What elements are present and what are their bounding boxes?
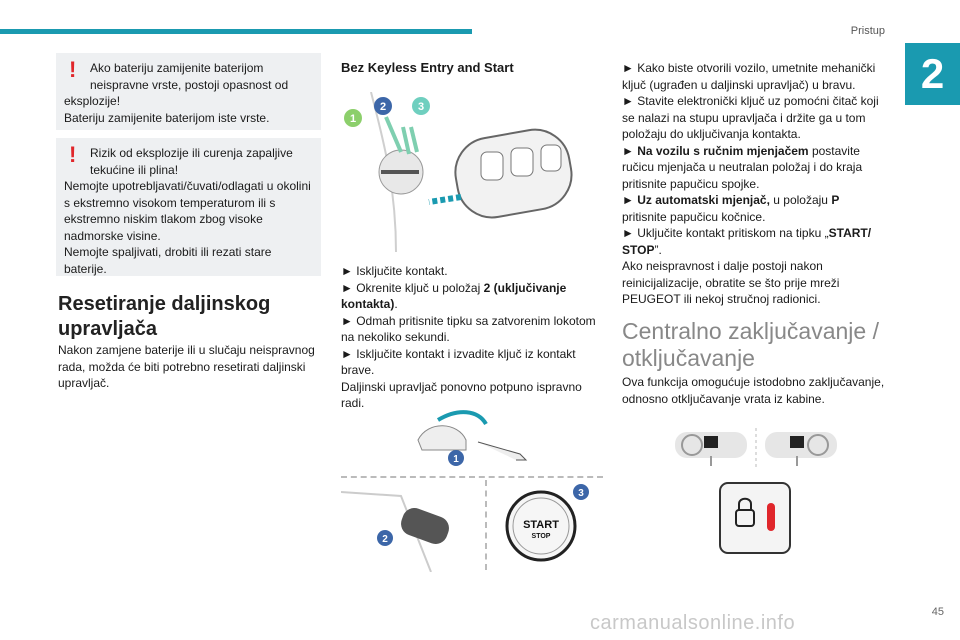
instruction-text: ► Kako biste otvorili vozilo, umetnite mehanički ključ (ugrađen u daljinski upravljač) u bravu. <box>622 61 876 92</box>
turn-arrow <box>411 127 417 152</box>
instruction-bold: START/ STOP <box>622 226 872 257</box>
section-title: Pristup <box>850 25 885 37</box>
instruction-text: ► Stavite elektronički ključ uz pomoćni čitač koji se nalazi na stupu upravljača i držite ga u tom položaju do uključivanja kontakta. <box>622 94 879 141</box>
step-text: ► Isključite kontakt i izvadite ključ iz kontakt brave. <box>341 346 576 377</box>
handle-arrow <box>438 412 486 424</box>
warning-exclamation-icon: ! <box>69 57 77 82</box>
step-label: 1 <box>349 113 357 125</box>
warning-box-explosion <box>56 138 321 276</box>
step-text-bold: 2 (uključivanje kontakta) <box>341 280 567 311</box>
reset-body: Nakon zamjene baterije ili u slučaju neispravnog rada, možda će biti potrebno resetirati daljinski upravljač. <box>58 343 315 390</box>
top-accent-bar <box>0 29 472 34</box>
step-text: ► Odmah pritisnite tipku sa zatvorenim lokotom na nekoliko sekundi. <box>341 313 596 344</box>
keyless-steps <box>341 263 606 412</box>
remote-button-lock <box>481 152 503 180</box>
step-text-part: ► Okrenite ključ u položaj <box>341 280 484 295</box>
central-locking-heading: Centralno zaključavanje / otključavanje <box>622 318 879 371</box>
instruction-text <box>622 225 887 258</box>
turn-arrow <box>386 117 401 152</box>
central-locking-figure <box>670 428 840 558</box>
instruction-part: postavite ručicu mjenjača u neutralan položaj i do kraja pritisnite papučicu spojke. <box>622 143 863 191</box>
keyless-heading: Bez Keyless Entry and Start <box>341 60 514 75</box>
central-locking-body: Ova funkcija omogućuje istodobno zaključavanje, odnosno otključavanje vrata iz kabine. <box>622 375 885 406</box>
remote-button-unlock <box>511 148 533 176</box>
lock-button-right <box>790 436 804 448</box>
stop-label: STOP <box>531 533 551 540</box>
warning-text: eksplozije! <box>64 94 121 108</box>
remote-button-boot <box>541 145 561 171</box>
instruction-part: u položaju <box>769 193 832 207</box>
step-label: 3 <box>417 101 425 113</box>
instruction-part: pritisnite papučicu kočnice. <box>622 209 766 224</box>
reset-heading: Resetiranje daljinskog upravljača <box>58 293 271 340</box>
mechanical-key <box>478 442 526 460</box>
key-on-reader <box>398 505 453 548</box>
step-text <box>341 280 606 313</box>
mechanical-key-figure <box>408 410 538 468</box>
instruction-bold: ► Uz automatski mjenjač, <box>622 193 770 207</box>
page-number: 45 <box>931 606 944 618</box>
warning-box-battery <box>56 53 321 130</box>
step-text-part: . <box>394 297 398 311</box>
step-text: ► Isključite kontakt. <box>341 264 448 278</box>
door-handle <box>418 426 466 450</box>
step-label: 2 <box>382 534 388 545</box>
warning-text: Rizik od eksplozije ili curenja zapaljive tekućine ili plina! <box>90 146 293 177</box>
instruction-part: ”. <box>654 242 662 257</box>
warning-text: Nemojte upotrebljavati/čuvati/odlagati u okolini s ekstremno visokom temperaturom ili s ekstremno niskim tlakom zbog visoke nadmorske visine. <box>64 179 311 243</box>
right-instructions <box>622 60 887 308</box>
step-label: 1 <box>453 454 459 465</box>
lock-button-left <box>704 436 718 448</box>
instruction-text <box>622 143 887 193</box>
key-reader-figure <box>341 482 481 572</box>
warning-text: Ako bateriju zamijenite baterijom neispravne vrste, postoji opasnost od <box>90 61 289 92</box>
key-ignition-figure <box>341 92 603 252</box>
start-stop-figure <box>495 480 605 572</box>
chapter-number: 2 <box>905 43 960 105</box>
instruction-text: Ako neispravnost i dalje postoji nakon reinicijalizacije, obratite se što prije mreži PEUGEOT ili nekoj stručnoj radionici. <box>622 259 840 306</box>
warning-exclamation-icon: ! <box>69 142 77 167</box>
instruction-part: ► Uključite kontakt pritiskom na tipku „ <box>622 226 829 240</box>
figure-divider <box>341 476 603 478</box>
step-label: 3 <box>578 488 584 499</box>
instruction-text <box>622 192 887 225</box>
figure-divider <box>485 480 487 570</box>
instruction-bold: ► Na vozilu s ručnim mjenjačem <box>622 143 809 158</box>
instruction-bold: P <box>831 193 840 207</box>
direction-arrow <box>429 197 461 202</box>
warning-text: Bateriju zamijenite baterijom iste vrste. <box>64 110 270 125</box>
lock-indicator-led <box>767 503 775 531</box>
watermark: carmanualsonline.info <box>590 612 796 634</box>
warning-text: Nemojte spaljivati, drobiti ili rezati stare baterije. <box>64 245 272 276</box>
start-label: START <box>523 519 559 531</box>
step-label: 2 <box>379 101 387 113</box>
step-text: Daljinski upravljač ponovno potpuno ispravno radi. <box>341 379 582 410</box>
